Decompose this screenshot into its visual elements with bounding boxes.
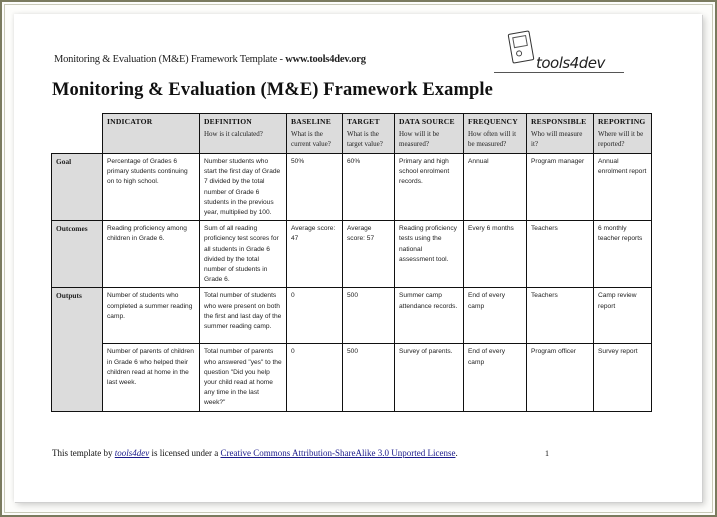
document-page	[14, 14, 702, 502]
cell-data-source: Primary and high school enrolment records.	[395, 154, 464, 221]
cell-responsible: Program manager	[527, 154, 594, 221]
cell-definition: Total number of parents who answered "yes" to the question "Did you help your child read at home any time in the last week?"	[200, 344, 287, 412]
cell-frequency: End of every camp	[464, 288, 527, 344]
cell-baseline: 0	[287, 344, 343, 412]
cell-frequency: End of every camp	[464, 344, 527, 412]
table-header-row	[52, 114, 652, 154]
col-header-definition: DEFINITION How is it calculated?	[200, 114, 287, 154]
cell-frequency: Every 6 months	[464, 221, 527, 288]
cell-indicator: Percentage of Grades 6 primary students continuing on to high school.	[103, 154, 200, 221]
cell-responsible: Teachers	[527, 221, 594, 288]
cell-baseline: 50%	[287, 154, 343, 221]
table-row-outputs-1	[52, 288, 652, 344]
table-row-goal	[52, 154, 652, 221]
logo-text: tools4dev	[536, 54, 605, 72]
footer-prefix: This template by	[52, 448, 115, 458]
cell-reporting: Survey report	[594, 344, 652, 412]
tablet-device-icon	[508, 30, 535, 63]
cell-definition: Total number of students who were present on both the first and last day of the summer reading camp.	[200, 288, 287, 344]
col-header-frequency: FREQUENCY How often will it be measured?	[464, 114, 527, 154]
mne-framework-table	[51, 113, 652, 412]
footer-middle: is licensed under a	[149, 448, 221, 458]
license-link[interactable]: Creative Commons Attribution-ShareAlike 3.0 Unported License	[220, 448, 456, 458]
col-header-data-source: DATA SOURCE How will it be measured?	[395, 114, 464, 154]
cell-definition: Number students who start the first day of Grade 7 divided by the total number of Grade 6 students in the previous year, multiplied by 100.	[200, 154, 287, 221]
cell-reporting: 6 monthly teacher reports	[594, 221, 652, 288]
cell-reporting: Annual enrolment report	[594, 154, 652, 221]
running-header	[54, 54, 366, 65]
cell-baseline: Average score: 47	[287, 221, 343, 288]
col-header-reporting: REPORTING Where will it be reported?	[594, 114, 652, 154]
cell-target: 500	[343, 344, 395, 412]
cell-reporting: Camp review report	[594, 288, 652, 344]
row-label-outputs: Outputs	[52, 288, 103, 412]
header-site: www.tools4dev.org	[285, 54, 366, 65]
license-footer	[52, 448, 458, 458]
row-label-outcomes: Outcomes	[52, 221, 103, 288]
col-header-target: TARGET What is the target value?	[343, 114, 395, 154]
cell-indicator: Reading proficiency among children in Grade 6.	[103, 221, 200, 288]
header-text: Monitoring & Evaluation (M&E) Framework Template -	[54, 54, 286, 65]
footer-suffix: .	[455, 448, 458, 458]
page-title: Monitoring & Evaluation (M&E) Framework Example	[52, 80, 493, 100]
cell-target: 60%	[343, 154, 395, 221]
cell-frequency: Annual	[464, 154, 527, 221]
cell-target: Average score: 57	[343, 221, 395, 288]
tools4dev-logo	[494, 32, 634, 82]
cell-data-source: Summer camp attendance records.	[395, 288, 464, 344]
col-header-responsible: RESPONSIBLE Who will measure it?	[527, 114, 594, 154]
row-label-goal: Goal	[52, 154, 103, 221]
table-row-outcomes	[52, 221, 652, 288]
cell-responsible: Teachers	[527, 288, 594, 344]
cell-data-source: Survey of parents.	[395, 344, 464, 412]
page-number: 1	[545, 449, 549, 458]
cell-data-source: Reading proficiency tests using the national assessment tool.	[395, 221, 464, 288]
cell-definition: Sum of all reading proficiency test scores for all students in Grade 6 divided by the total number of students in Grade 6.	[200, 221, 287, 288]
table-row-outputs-2	[52, 344, 652, 412]
col-header-baseline: BASELINE What is the current value?	[287, 114, 343, 154]
cell-target: 500	[343, 288, 395, 344]
col-header-indicator: INDICATOR	[103, 114, 200, 154]
corner-cell	[52, 114, 103, 154]
logo-underline	[494, 72, 624, 73]
tools4dev-link[interactable]: tools4dev	[114, 448, 150, 458]
cell-responsible: Program officer	[527, 344, 594, 412]
cell-baseline: 0	[287, 288, 343, 344]
cell-indicator: Number of parents of children in Grade 6 who helped their children read at home in the last week.	[103, 344, 200, 412]
cell-indicator: Number of students who completed a summer reading camp.	[103, 288, 200, 344]
